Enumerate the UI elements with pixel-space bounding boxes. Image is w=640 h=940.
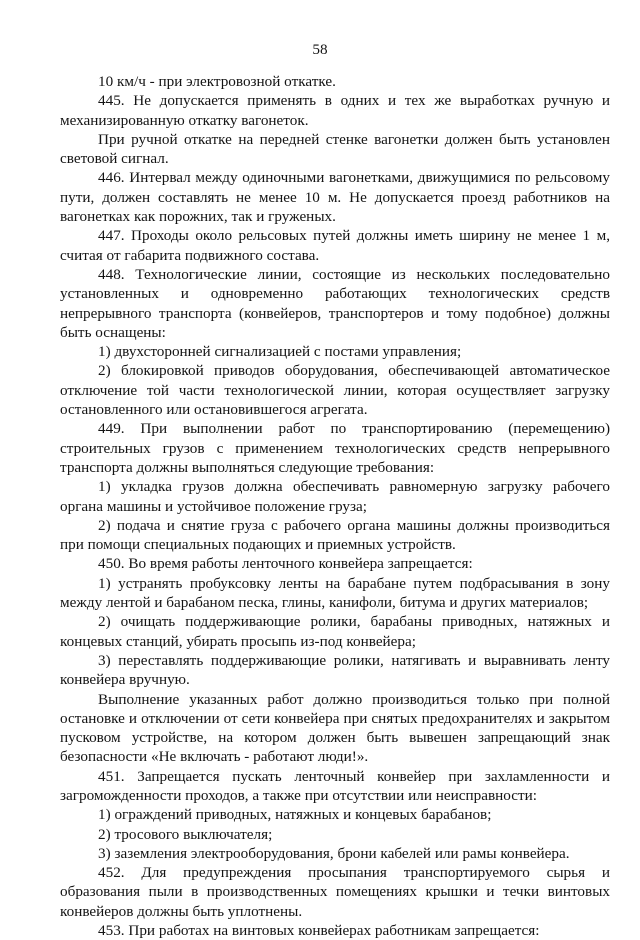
list-item: 1) двухсторонней сигнализацией с постами управления;	[98, 343, 462, 361]
list-item: 3) переставлять поддерживающие ролики, натягивать и выравнивать ленту конвейера вручную.	[60, 651, 610, 689]
paragraph-452: 452. Для предупреждения просыпания транспортируемого сырья и образования пыли в производственных помещениях крышки и течки винтовых конвейеров должны быть уплотнены.	[60, 864, 610, 920]
paragraph-451: 451. Запрещается пускать ленточный конвейер при захламленности и загроможденности проходов, а также при отсутствии или неисправности:	[60, 767, 610, 804]
list-item: 1) укладка грузов должна обеспечивать равномерную загрузку рабочего органа машины и устойчивое положение груза;	[60, 478, 610, 515]
list-item: 2) очищать поддерживающие ролики, барабаны приводных, натяжных и концевых станций, убирать просыпь из-под конвейера;	[60, 613, 610, 650]
list-item: 1) ограждений приводных, натяжных и концевых барабанов;	[98, 806, 492, 824]
list-item: 2) блокировкой приводов оборудования, обеспечивающей автоматическое отключение той части технологической линии, которая осуществляет загрузку остановленного или остановившегося агрегата.	[60, 362, 610, 419]
paragraph-449: 449. При выполнении работ по транспортированию (перемещению) строительных грузов с применением технологических средств непрерывного транспорта должны выполняться следующие требования:	[60, 420, 610, 476]
paragraph-445: 445. Не допускается применять в одних и тех же выработках ручную и механизированную откатку вагонеток.	[60, 92, 610, 129]
paragraph: При ручной откатке на передней стенке вагонетки должен быть установлен световой сигнал.	[60, 130, 610, 168]
document-body	[60, 72, 610, 940]
page-number: 58	[312, 41, 328, 58]
paragraph-450: 450. Во время работы ленточного конвейера запрещается:	[98, 555, 473, 573]
paragraph-453: 453. При работах на винтовых конвейерах работникам запрещается:	[98, 922, 540, 940]
paragraph-447: 447. Проходы около рельсовых путей должны иметь ширину не менее 1 м, считая от габарита подвижного состава.	[60, 227, 610, 264]
list-item: 2) подача и снятие груза с рабочего органа машины должны производиться при помощи специальных подающих и приемных устройств.	[60, 516, 610, 554]
paragraph-446: 446. Интервал между одиночными вагонетками, движущимися по рельсовому пути, должен составлять не менее 10 м. Не допускается проезд работников на вагонетках как порожних, так и груженых.	[60, 169, 610, 226]
paragraph: Выполнение указанных работ должно производиться только при полной остановке и отключении от сети конвейера при снятых предохранителях и закрытом пусковом устройстве, на котором должен быть вывешен запрещающий знак безопасности «Не включать - работают люди!».	[60, 690, 610, 766]
list-item: 2) тросового выключателя;	[98, 825, 273, 843]
paragraph: 10 км/ч - при электровозной откатке.	[98, 73, 336, 90]
paragraph-448: 448. Технологические линии, состоящие из нескольких последовательно установленных и одновременно работающих технологических средств непрерывного транспорта (конвейеров, транспортеров и тому подобное) должны быть оснащены:	[60, 265, 610, 341]
list-item: 1) устранять пробуксовку ленты на барабане путем подбрасывания в зону между лентой и барабаном песка, глины, канифоли, битума и других материалов;	[60, 574, 610, 612]
list-item: 3) заземления электрооборудования, брони кабелей или рамы конвейера.	[98, 844, 570, 862]
